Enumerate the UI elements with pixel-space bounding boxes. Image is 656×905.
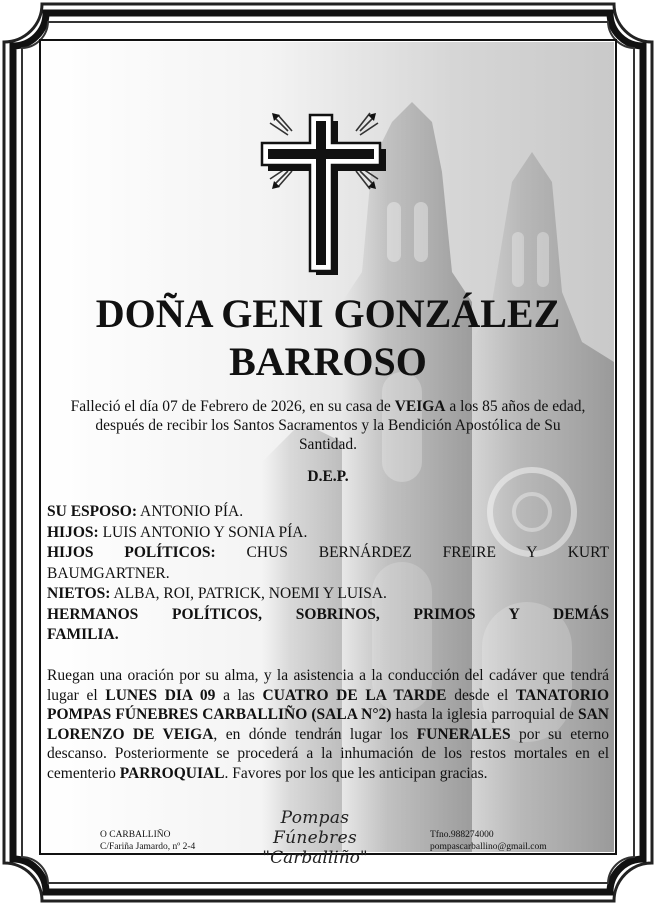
footer-email: pompascarballino@gmail.com — [430, 842, 547, 852]
intro-place: VEIGA — [394, 398, 446, 415]
spouse-value: ANTONIO PÍA. — [137, 503, 244, 520]
funeral-day: LUNES DIA 09 — [105, 686, 216, 704]
deceased-name-line1: DOÑA GENI GONZÁLEZ — [95, 291, 561, 336]
logo-line1: Pompas Fúnebres — [273, 808, 357, 848]
church-name: SAN LORENZO DE VEIGA — [47, 706, 609, 743]
prayer-text: a las — [215, 686, 263, 704]
prayer-text: hasta la iglesia parroquial de — [391, 706, 578, 724]
children-row — [47, 523, 609, 544]
funeral-home: TANATORIO POMPAS FÚNEBRES CARBALLIÑO (SALA N°2) — [47, 686, 609, 724]
intro-text: Falleció el día 07 de Febrero de 2026, en su casa de — [70, 398, 395, 415]
funeral-paragraph — [47, 666, 609, 784]
prayer-text: Ruegan una oración por su alma, y la asistencia a la conducción del cadáver que tendrá lugar el — [47, 667, 609, 704]
prayer-text: por su eterno descanso. Posteriormente se procederá a la inhumación de los restos mortales en el cementerio — [47, 725, 609, 782]
intro-sacraments: después de recibir los Santos Sacramentos y la Bendición Apostólica de Su — [95, 417, 561, 434]
prayer-text: desde el — [446, 686, 516, 704]
children-value: LUIS ANTONIO Y SONIA PÍA. — [98, 523, 308, 541]
intro-holiness: Santidad. — [298, 436, 358, 453]
deceased-name — [47, 290, 609, 386]
inlaws-value-cont: BAUMGARTNER. — [47, 564, 170, 582]
other-relatives-label-cont: FAMILIA. — [47, 626, 119, 643]
death-notice-intro — [47, 397, 609, 454]
inlaws-value: CHUS BERNÁRDEZ FREIRE Y KURT — [215, 544, 610, 561]
prayer-text: , en dónde tendrán lugar los — [213, 725, 417, 743]
grandchildren-label: NIETOS: — [47, 585, 111, 602]
children-label: HIJOS: — [47, 523, 99, 541]
prayer-text: . Favores por los que les anticipan gracias. — [224, 764, 488, 782]
footer-town: O CARBALLIÑO — [100, 830, 171, 840]
funeral-announcement — [47, 666, 609, 784]
cemetery-name: PARROQUIAL — [119, 764, 225, 782]
inlaws-row — [47, 543, 609, 564]
deceased-name-line2: BARROSO — [229, 339, 427, 384]
other-relatives-row-cont — [47, 625, 609, 646]
intro-age: a los 85 años de edad, — [445, 398, 586, 415]
rip-label: D.E.P. — [307, 468, 349, 485]
spouse-row — [47, 502, 609, 523]
funerals-label: FUNERALES — [416, 725, 511, 743]
footer-contact — [430, 829, 547, 853]
footer-phone: Tfno.988274000 — [430, 830, 494, 840]
other-relatives-label: HERMANOS POLÍTICOS, SOBRINOS, PRIMOS Y DEMÁS — [47, 605, 609, 623]
inlaws-label: HIJOS POLÍTICOS: — [47, 544, 216, 561]
footer-street: C/Fariña Jamardo, nº 2-4 — [100, 842, 196, 852]
logo-line2: "Carballiño" — [262, 848, 368, 868]
inlaws-row-cont — [47, 564, 609, 585]
grandchildren-value: ALBA, ROI, PATRICK, NOEMI Y LUISA. — [110, 585, 387, 602]
spouse-label: SU ESPOSO: — [47, 503, 138, 520]
footer-address — [100, 829, 195, 853]
other-relatives-row — [47, 605, 609, 626]
family-list — [47, 502, 609, 646]
grandchildren-row — [47, 584, 609, 605]
funeral-time: CUATRO DE LA TARDE — [262, 686, 447, 704]
funeral-home-logo — [250, 808, 380, 868]
cross-icon — [244, 105, 414, 275]
